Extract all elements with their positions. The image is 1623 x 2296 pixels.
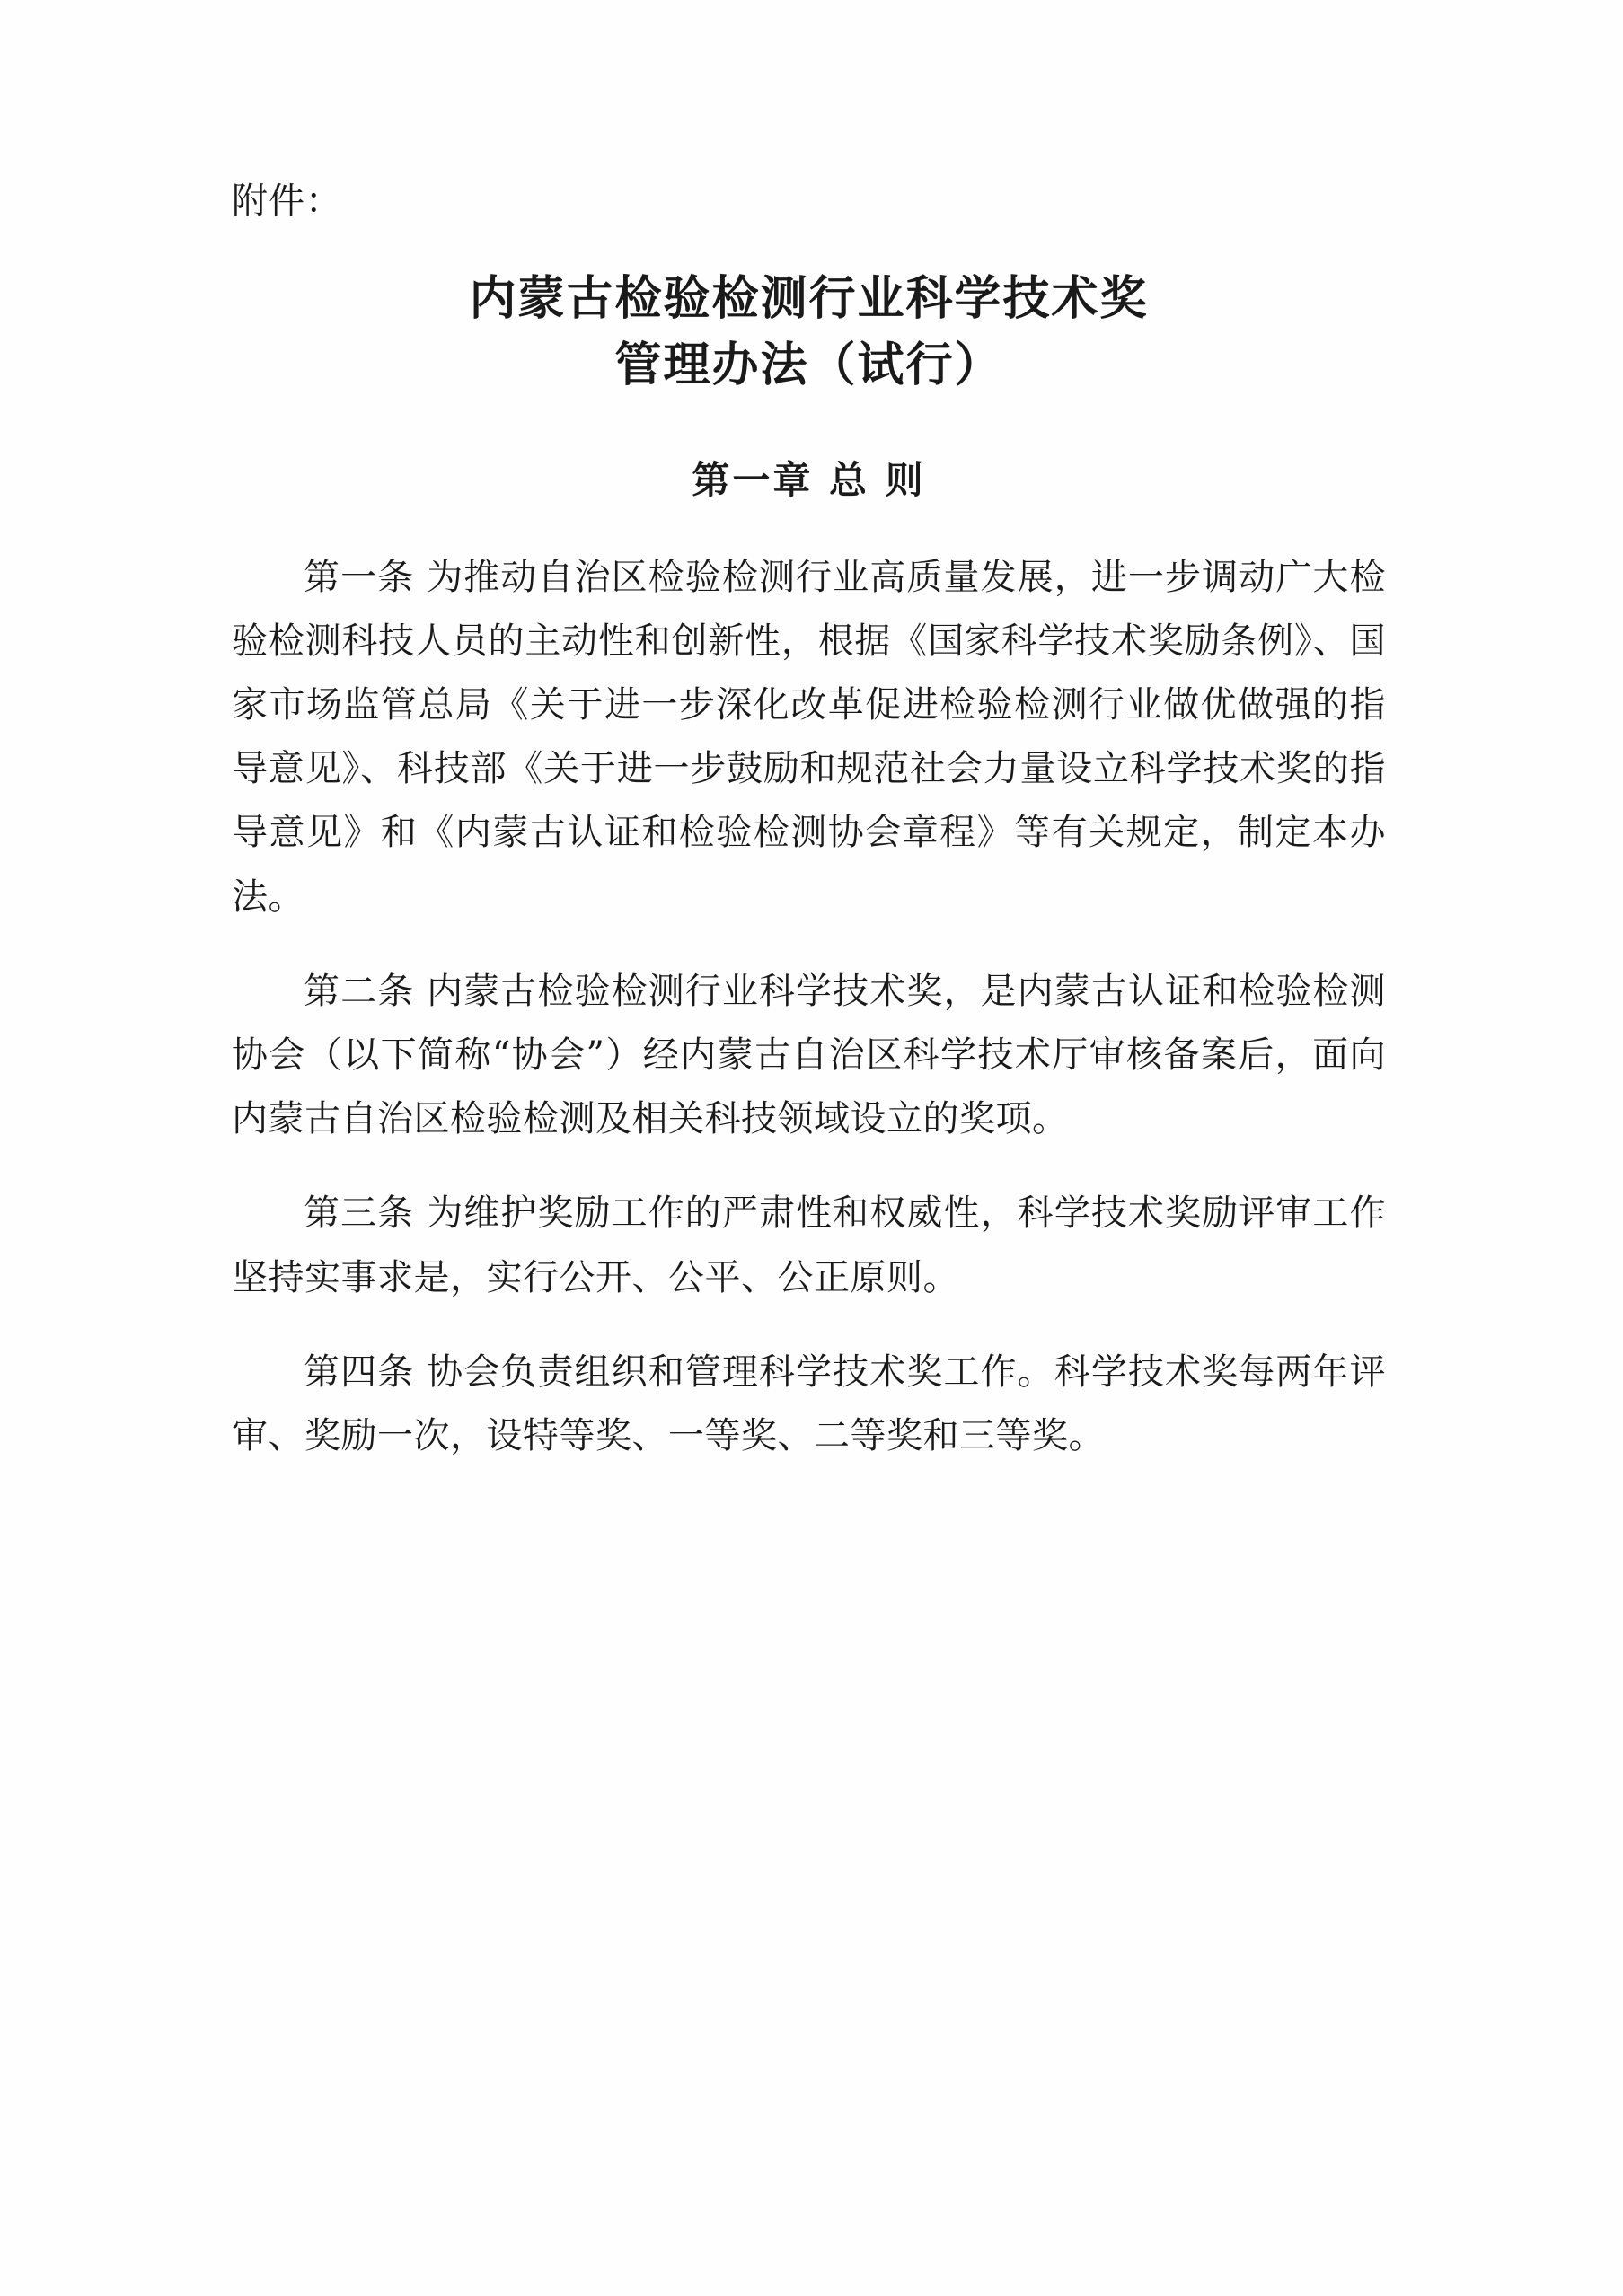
attachment-label: 附件：: [232, 180, 342, 222]
document-title-line-2: 管理办法（试行）: [614, 337, 1003, 392]
document-title: [232, 266, 1386, 399]
article-paragraph-1: 第一条 为推动自治区检验检测行业高质量发展，进一步调动广大检验检测科技人员的主动性和创新性，根据《国家科学技术奖励条例》、国家市场监管总局《关于进一步深化改革促进检验检测行业做优做强的指导意见》、科技部《关于进一步鼓励和规范社会力量设立科学技术奖的指导意见》和《内蒙古认证和检验检测协会章程》等有关规定，制定本办法。: [232, 556, 1386, 918]
document-title-line-1: 内蒙古检验检测行业科学技术奖: [469, 271, 1149, 326]
article-paragraph-2: 第二条 内蒙古检验检测行业科学技术奖，是内蒙古认证和检验检测协会（以下简称“协会”）经内蒙古自治区科学技术厅审核备案后，面向内蒙古自治区检验检测及相关科技领域设立的奖项。: [232, 970, 1386, 1140]
document-content: [232, 180, 1386, 1468]
chapter-heading: 第一章 总 则: [692, 457, 926, 502]
article-paragraph-3: 第三条 为维护奖励工作的严肃性和权威性，科学技术奖励评审工作坚持实事求是，实行公开、公平、公正原则。: [232, 1192, 1386, 1298]
article-paragraph-4: 第四条 协会负责组织和管理科学技术奖工作。科学技术奖每两年评审、奖励一次，设特等奖、一等奖、二等奖和三等奖。: [232, 1350, 1386, 1456]
